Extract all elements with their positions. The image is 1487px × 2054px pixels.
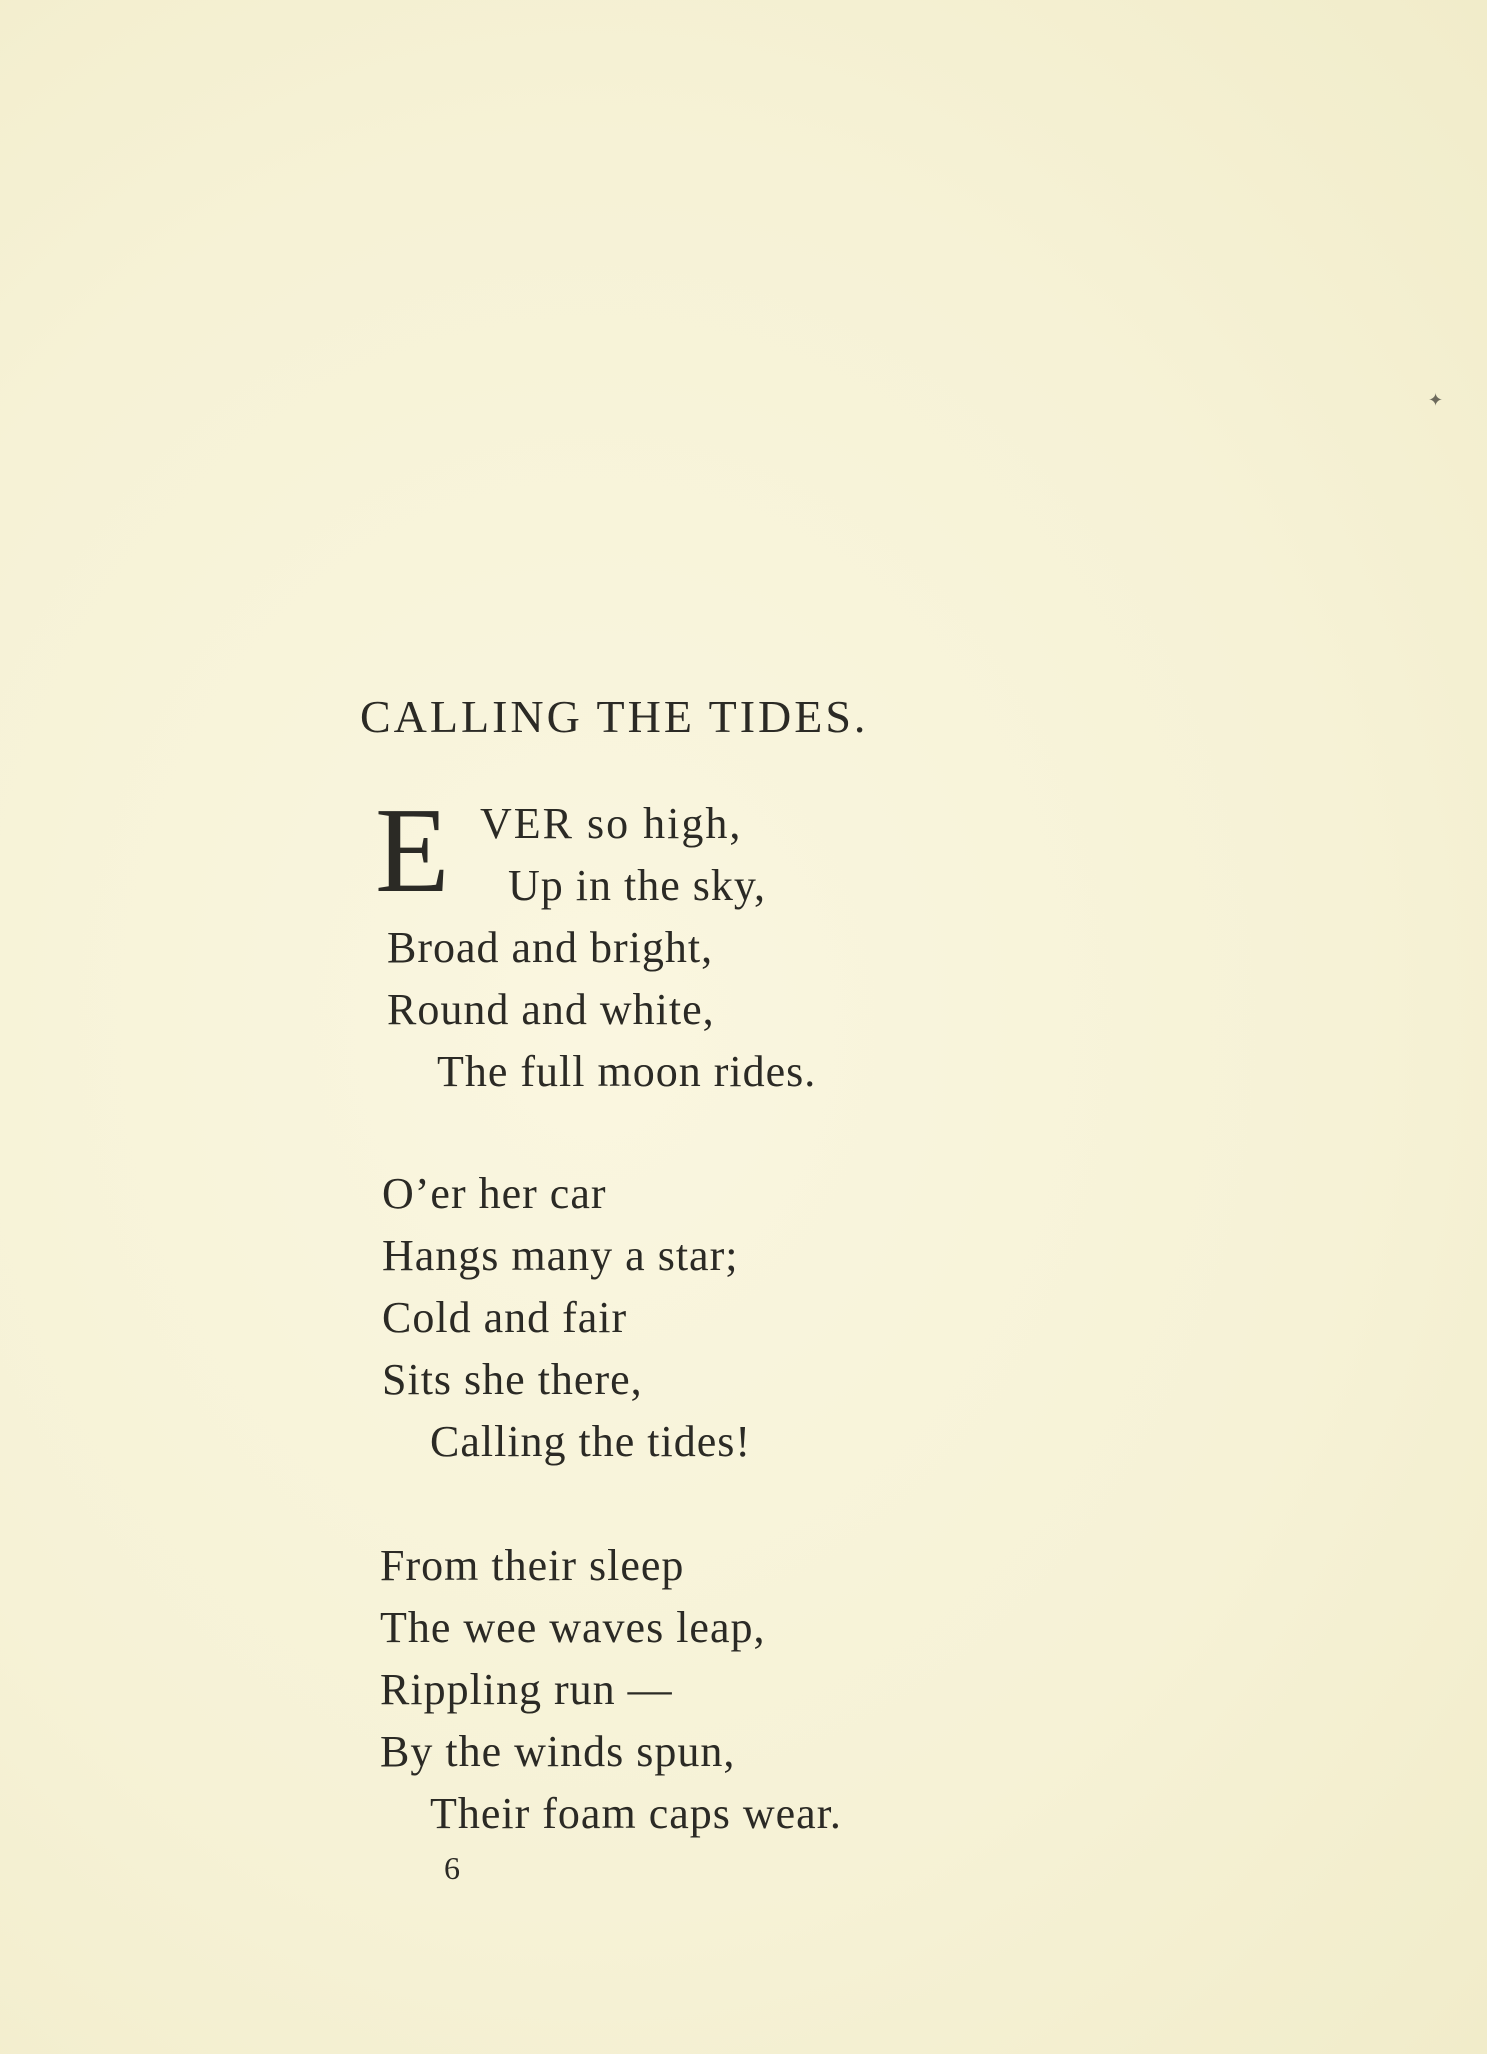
page-number: 6 — [444, 1850, 460, 1886]
poem-line: From their sleep — [380, 1541, 685, 1590]
drop-cap: E — [375, 783, 450, 918]
poem-line: Sits she there, — [382, 1355, 643, 1404]
poem-line: Rippling run — — [380, 1665, 673, 1714]
poem-line: Up in the sky, — [508, 861, 767, 910]
poem-line: Cold and fair — [382, 1293, 628, 1342]
poem-line: Hangs many a star; — [382, 1231, 739, 1280]
poem-line: VER so high, — [480, 799, 743, 848]
poem-line: The wee waves leap, — [380, 1603, 766, 1652]
poem-title: CALLING THE TIDES. — [360, 691, 869, 742]
poem-line: Their foam caps wear. — [430, 1789, 842, 1838]
poem-line: Calling the tides! — [430, 1417, 752, 1466]
poem-line: O’er her car — [382, 1169, 607, 1218]
poem-line: The full moon rides. — [437, 1047, 817, 1096]
poem-line: Broad and bright, — [387, 923, 714, 972]
poem-line: By the winds spun, — [380, 1727, 736, 1776]
poem-line: Round and white, — [387, 985, 715, 1034]
ink-speck: ✦ — [1428, 390, 1444, 410]
